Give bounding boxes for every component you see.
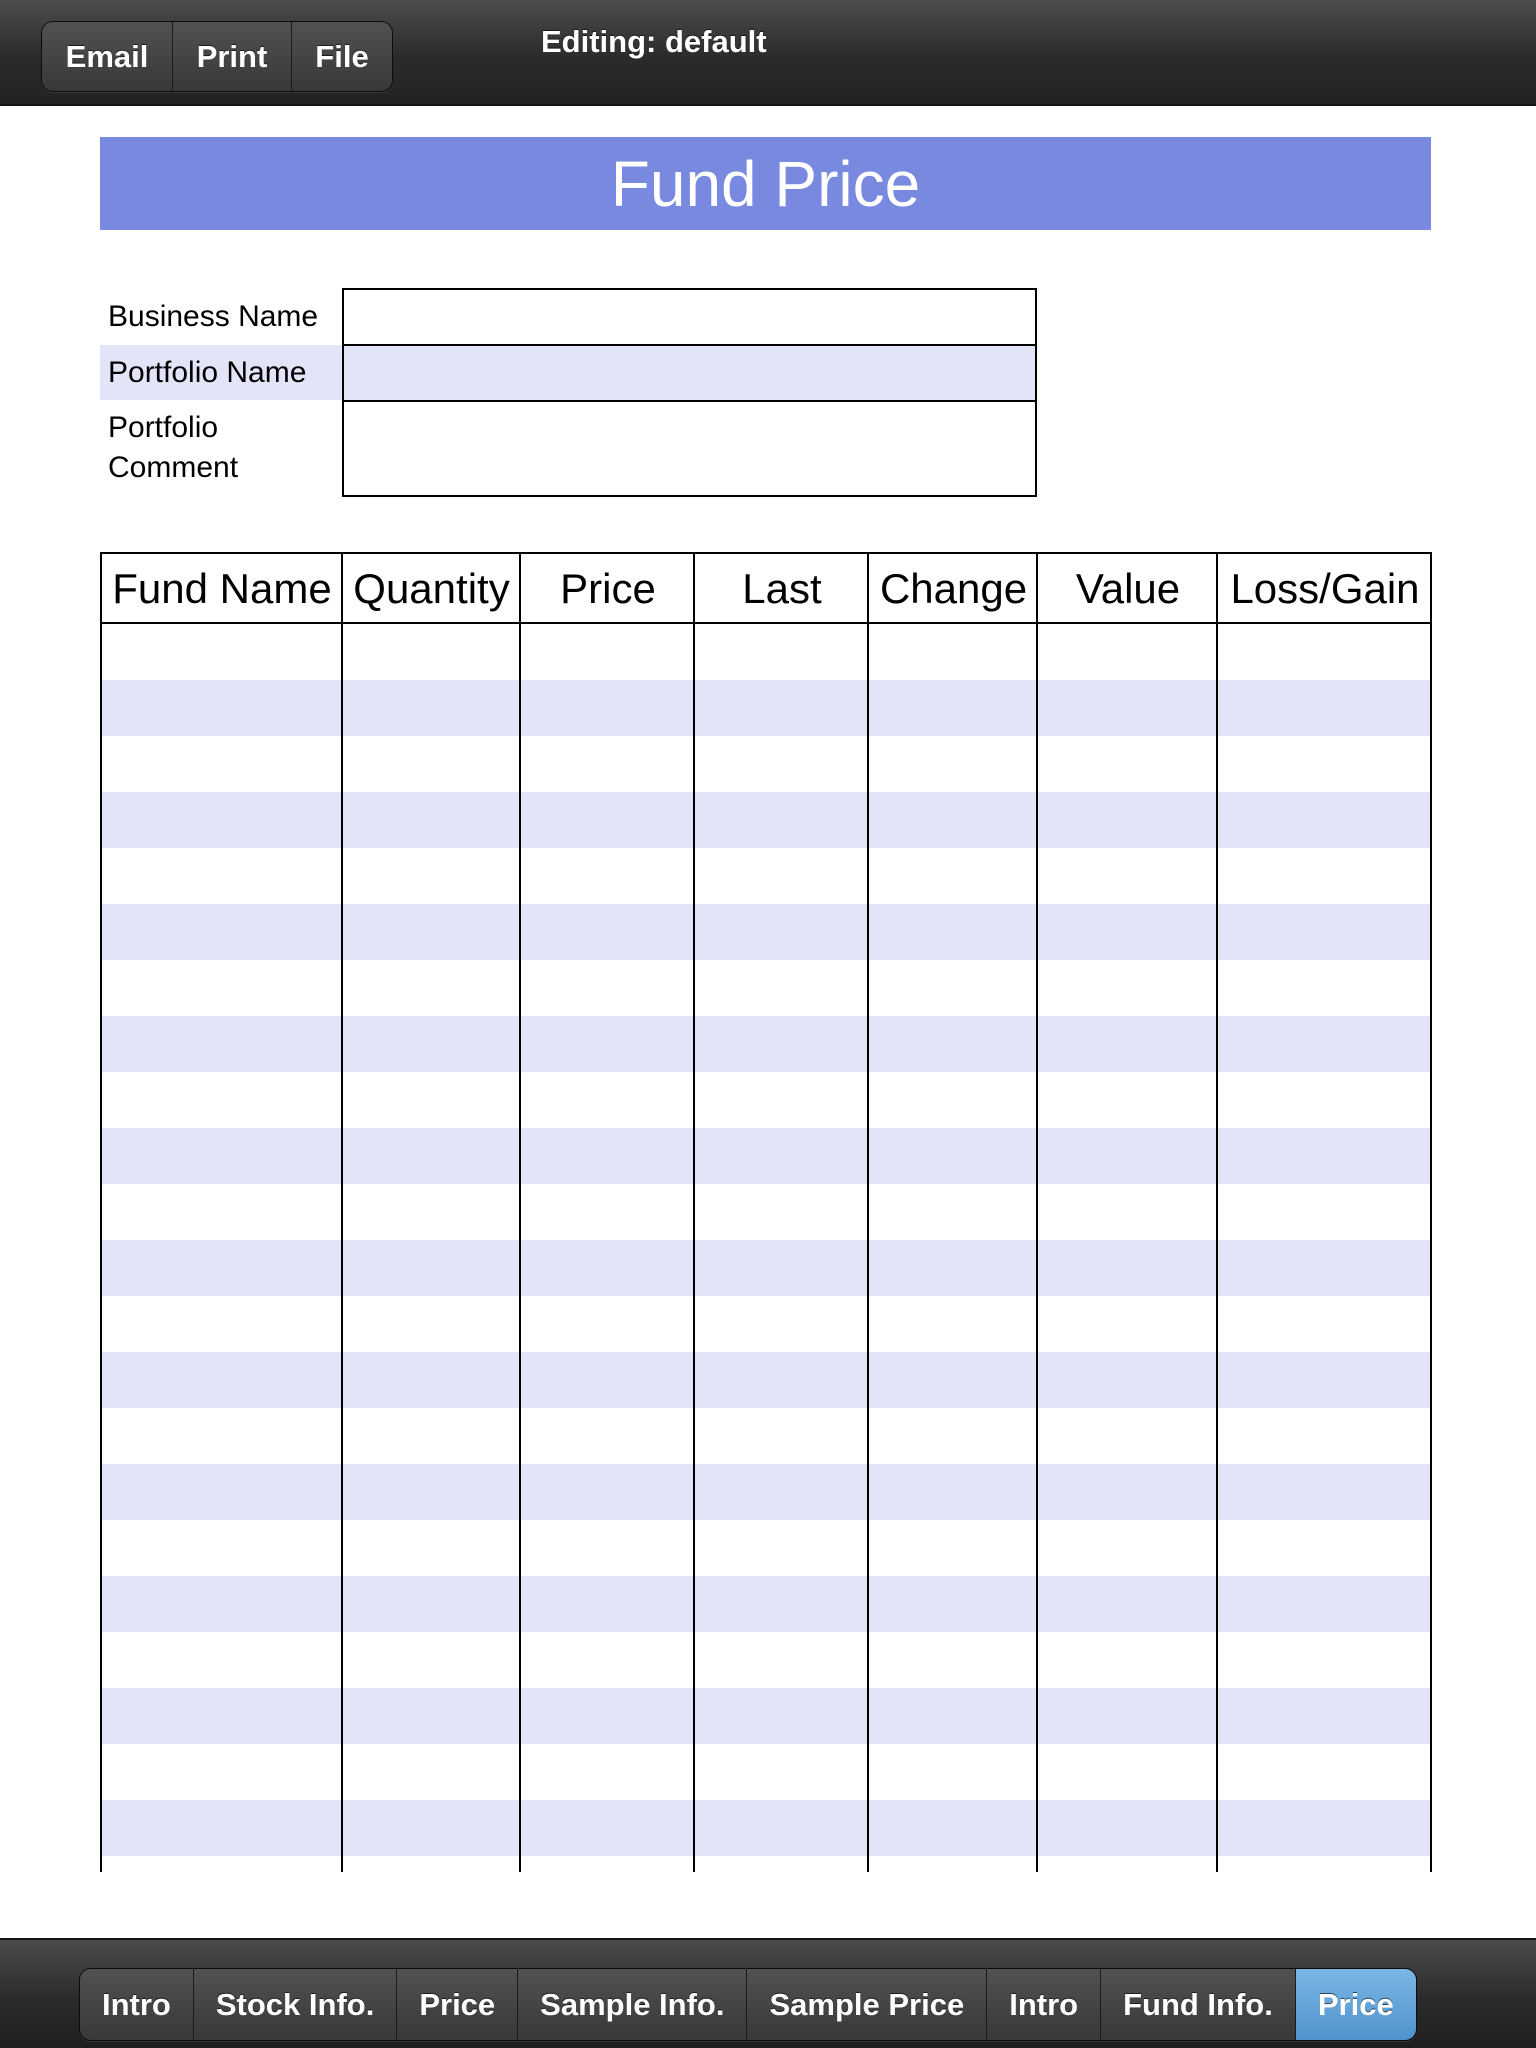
table-row[interactable] (100, 736, 1432, 792)
table-row[interactable] (100, 1632, 1432, 1688)
bottom-tab-bar (0, 1938, 1536, 2048)
tab-price[interactable]: Price (397, 1969, 518, 2040)
table-row[interactable] (100, 1352, 1432, 1408)
editing-status: Editing: default (541, 24, 767, 59)
column-header-value: Value (1075, 565, 1181, 612)
table-row[interactable] (100, 1576, 1432, 1632)
portfolio-comment-field[interactable] (342, 400, 1037, 497)
column-header-fund-name: Fund Name (112, 565, 332, 612)
fund-table (100, 552, 1432, 1872)
table-row[interactable] (100, 1296, 1432, 1352)
column-header-last: Last (742, 565, 822, 612)
tab-sample-price[interactable]: Sample Price (747, 1969, 987, 2040)
sheet-tabs (79, 1968, 1417, 2041)
portfolio-comment-label (100, 408, 342, 488)
column-divider (1036, 552, 1038, 1872)
table-row[interactable] (100, 680, 1432, 736)
file-button[interactable]: File (292, 22, 392, 91)
column-header-quantity: Quantity (353, 565, 510, 612)
table-row[interactable] (100, 904, 1432, 960)
table-row[interactable] (100, 1016, 1432, 1072)
table-row[interactable] (100, 1744, 1432, 1800)
table-row[interactable] (100, 1464, 1432, 1520)
table-row[interactable] (100, 1408, 1432, 1464)
column-divider (519, 552, 521, 1872)
portfolio-name-field[interactable] (342, 344, 1037, 402)
column-header-price: Price (560, 565, 656, 612)
sheet-title: Fund Price (100, 137, 1431, 230)
table-row[interactable] (100, 792, 1432, 848)
column-divider (1430, 552, 1432, 1872)
table-row[interactable] (100, 1184, 1432, 1240)
column-divider (693, 552, 695, 1872)
business-name-field[interactable] (342, 288, 1037, 346)
column-divider (867, 552, 869, 1872)
tab-fund-info[interactable]: Fund Info. (1101, 1969, 1296, 2040)
column-header-loss-gain: Loss/Gain (1230, 565, 1420, 612)
tab-intro[interactable]: Intro (80, 1969, 194, 2040)
table-row[interactable] (100, 1520, 1432, 1576)
tab-intro[interactable]: Intro (987, 1969, 1101, 2040)
tab-stock-info[interactable]: Stock Info. (194, 1969, 397, 2040)
table-row[interactable] (100, 1128, 1432, 1184)
business-name-label: Business Name (108, 299, 319, 333)
portfolio-comment-label-line1: Portfolio (108, 411, 219, 444)
column-divider (100, 552, 102, 1872)
table-row[interactable] (100, 1688, 1432, 1744)
action-segmented-control (41, 21, 393, 92)
table-row[interactable] (100, 1240, 1432, 1296)
top-toolbar (0, 0, 1536, 106)
portfolio-name-label: Portfolio Name (100, 345, 342, 400)
table-row[interactable] (100, 960, 1432, 1016)
table-header (100, 552, 1432, 624)
column-divider (341, 552, 343, 1872)
tab-sample-info[interactable]: Sample Info. (518, 1969, 747, 2040)
table-row[interactable] (100, 848, 1432, 904)
column-header-change: Change (879, 565, 1028, 612)
column-divider (1216, 552, 1218, 1872)
tab-price[interactable]: Price (1296, 1969, 1416, 2040)
print-button[interactable]: Print (173, 22, 292, 91)
portfolio-comment-label-line2: Comment (108, 451, 239, 484)
table-row[interactable] (100, 624, 1432, 680)
table-row[interactable] (100, 1800, 1432, 1856)
email-button[interactable]: Email (42, 22, 173, 91)
table-row[interactable] (100, 1072, 1432, 1128)
